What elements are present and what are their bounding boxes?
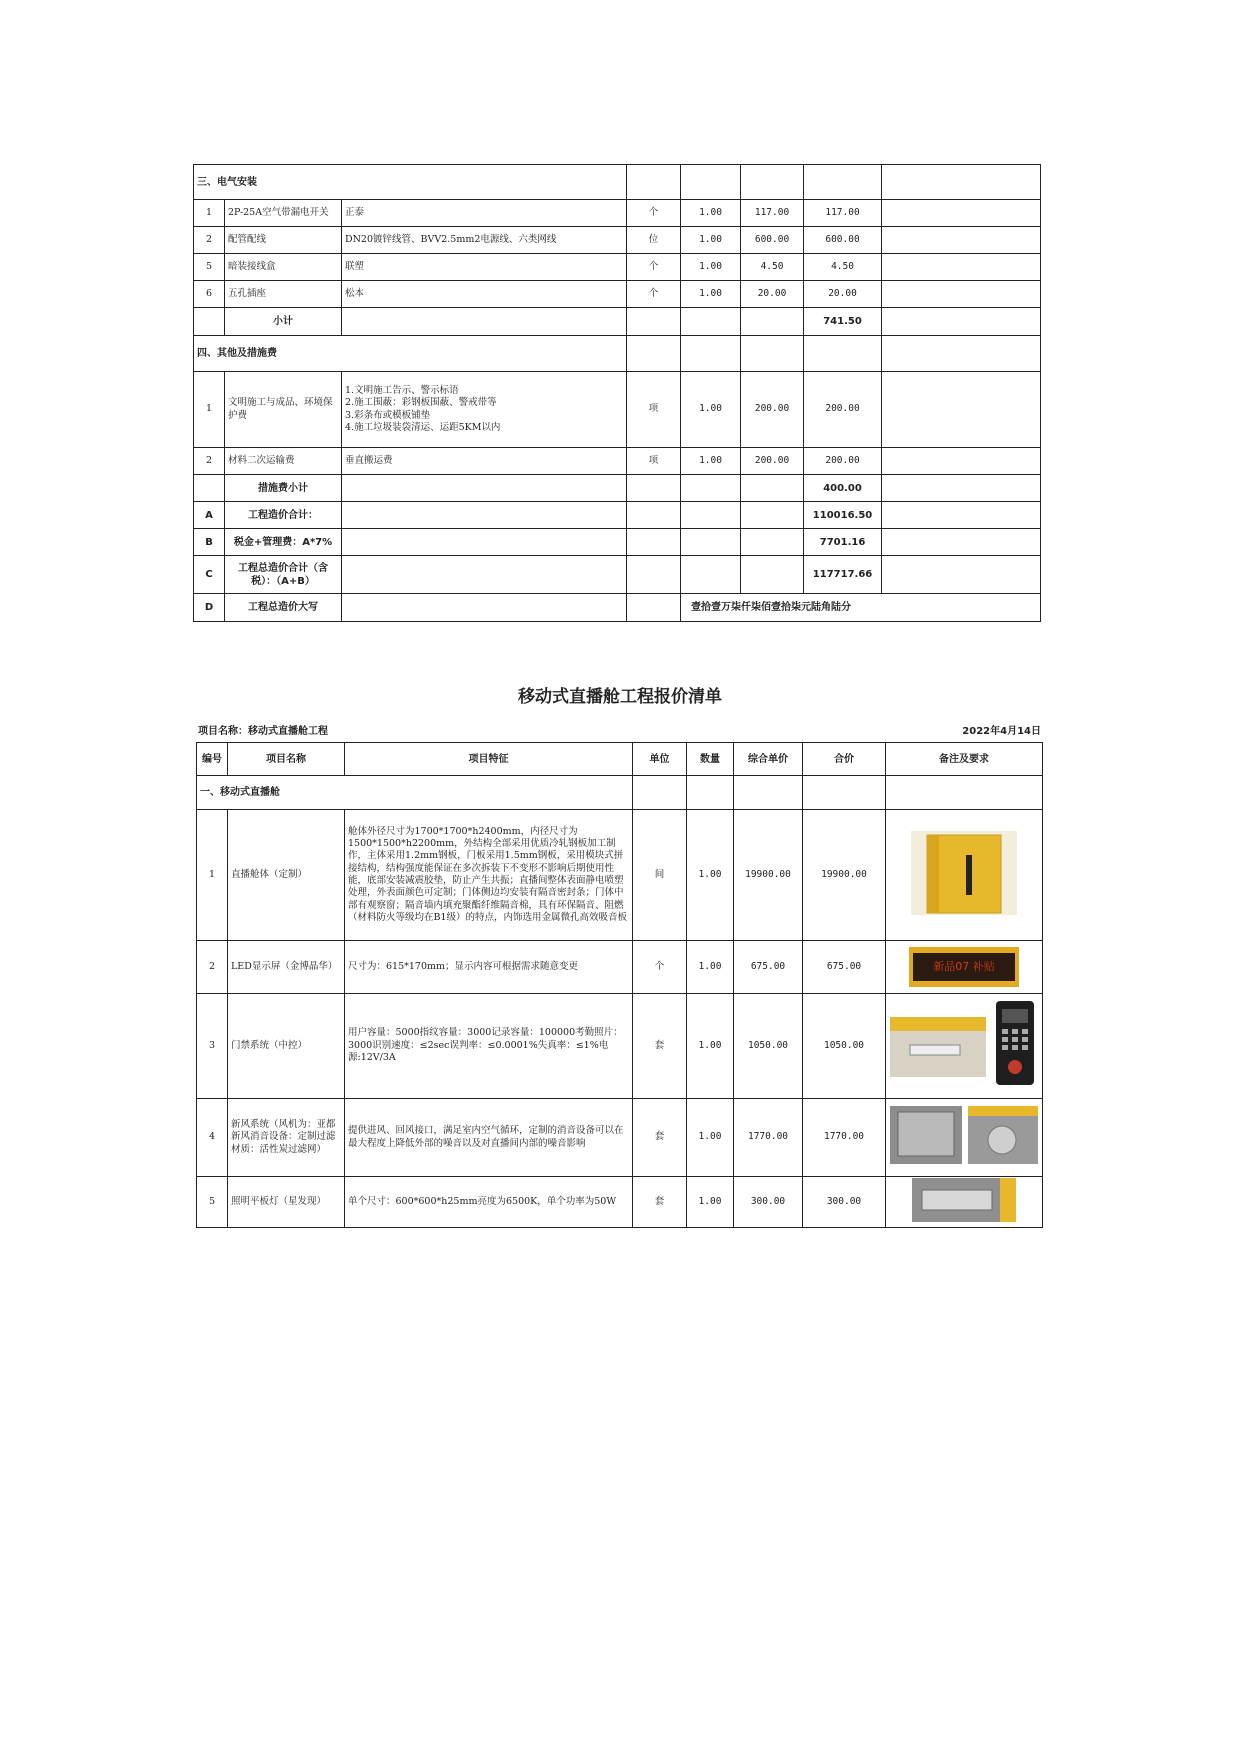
item-total: 4.50 [804,254,882,281]
item-price: 20.00 [741,281,804,308]
item-name: 文明施工与成品、环境保护费 [225,372,342,448]
item-total: 20.00 [804,281,882,308]
summary-code: D [194,594,225,622]
item-feature: 垂直搬运费 [342,448,627,475]
photo-cell [886,941,1043,994]
item-unit: 个 [627,200,681,227]
item-total: 200.00 [804,448,882,475]
header-feature: 项目特征 [345,743,633,776]
item-unit: 项 [627,448,681,475]
item-unit: 间 [633,810,687,941]
section-row [194,336,1041,372]
item-feature: 舱体外径尺寸为1700*1700*h2400mm，内径尺寸为1500*1500*h2200mm，外结构全部采用优质冷轧钢板加工制作，主体采用1.2mm钢板，门板采用1.5mm钢板，采用模块式拼接结构，结构强度能保证在多次拆装下不变形不影响后期使用性能，底部安装减震胶垫，防止产生共振；直播间整体表面静电喷塑处理，外表面颜色可定制；门体侧边均安装有隔音密封条；门体中部有观察窗；隔音墙内填充聚酯纤维隔音棉，具有环保隔音、阻燃（材料防火等级均在B1级）的特点，内饰选用金属微孔高效吸音板 [345,810,633,941]
led-display-photo [909,947,1019,987]
summary-row [194,594,1041,622]
subtotal-label: 措施费小计 [225,475,342,502]
row-no: 5 [197,1177,228,1228]
summary-code: B [194,529,225,556]
summary-label: 工程造价合计： [225,502,342,529]
document-date: 2022年4月14日 [962,726,1041,737]
item-unit: 个 [627,281,681,308]
row-no: 6 [194,281,225,308]
row-no: 2 [194,227,225,254]
item-qty: 1.00 [681,448,741,475]
summary-label: 工程总造价大写 [225,594,342,622]
section-row [197,776,1043,810]
item-feature: 松本 [342,281,627,308]
quotation-table [196,742,1043,1228]
subtotal-row [194,308,1041,336]
page-title: 移动式直播舱工程报价清单 [518,687,722,707]
item-name: LED显示屏（金博晶华） [228,941,345,994]
item-unit: 个 [633,941,687,994]
photo-cell [886,994,1043,1099]
row-no: 1 [194,372,225,448]
row-no: 3 [197,994,228,1099]
summary-label: 税金+管理费：A*7% [225,529,342,556]
item-feature: 提供进风、回风接口，满足室内空气循环，定制的消音设备可以在最大程度上降低外部的噪音以及对直播间内部的噪音影响 [345,1099,633,1177]
photo-cell [886,1177,1043,1228]
item-price: 1050.00 [734,994,803,1099]
table-row [194,200,1041,227]
subtotal-value: 741.50 [804,308,882,336]
row-no: 1 [194,200,225,227]
table-row [194,227,1041,254]
item-price: 600.00 [741,227,804,254]
item-total: 19900.00 [803,810,886,941]
summary-code: A [194,502,225,529]
item-name: 配管配线 [225,227,342,254]
header-note: 备注及要求 [886,743,1043,776]
section-row [194,165,1041,200]
item-feature: 单个尺寸：600*600*h25mm亮度为6500K，单个功率为50W [345,1177,633,1228]
item-qty: 1.00 [681,372,741,448]
summary-code: C [194,556,225,594]
section-title: 四、其他及措施费 [194,336,627,372]
item-qty: 1.00 [687,941,734,994]
item-price: 117.00 [741,200,804,227]
item-qty: 1.00 [681,281,741,308]
project-name: 项目名称：移动式直播舱工程 [198,726,328,737]
header-price: 综合单价 [734,743,803,776]
header-qty: 数量 [687,743,734,776]
item-total: 1050.00 [803,994,886,1099]
item-unit: 个 [627,254,681,281]
item-feature: 尺寸为：615*170mm；显示内容可根据需求随意变更 [345,941,633,994]
subtotal-label: 小计 [225,308,342,336]
row-no: 5 [194,254,225,281]
item-price: 675.00 [734,941,803,994]
summary-row [194,502,1041,529]
table-row [197,810,1043,941]
summary-row [194,529,1041,556]
header-total: 合价 [803,743,886,776]
table-row [197,1099,1043,1177]
item-qty: 1.00 [681,200,741,227]
item-total: 200.00 [804,372,882,448]
summary-row [194,556,1041,594]
section-title: 三、电气安装 [194,165,627,200]
item-feature: 用户容量：5000指纹容量：3000记录容量：100000考勤照片：3000识别速度：≤2sec误判率：≤0.0001%失真率：≤1%电源:12V/3A [345,994,633,1099]
electrical-and-other-table [193,164,1041,622]
item-qty: 1.00 [687,994,734,1099]
item-price: 200.00 [741,372,804,448]
summary-value: 110016.50 [804,502,882,529]
table-row [194,254,1041,281]
row-no: 1 [197,810,228,941]
item-price: 19900.00 [734,810,803,941]
amount-in-words: 壹拾壹万柒仟柒佰壹拾柒元陆角陆分 [681,594,1041,622]
summary-value: 117717.66 [804,556,882,594]
item-unit: 套 [633,1099,687,1177]
item-price: 300.00 [734,1177,803,1228]
led-display-text: 新品07 补贴 [913,953,1015,981]
row-no: 2 [197,941,228,994]
item-feature: 联塑 [342,254,627,281]
row-no: 2 [194,448,225,475]
item-price: 4.50 [741,254,804,281]
subtotal-row [194,475,1041,502]
table-row [197,994,1043,1099]
item-total: 300.00 [803,1177,886,1228]
header-no: 编号 [197,743,228,776]
item-qty: 1.00 [687,1099,734,1177]
table-row [197,941,1043,994]
table-row [194,372,1041,448]
item-unit: 项 [627,372,681,448]
item-total: 600.00 [804,227,882,254]
item-unit: 套 [633,994,687,1099]
item-feature: DN20镀锌线管、BVV2.5mm2电源线、六类网线 [342,227,627,254]
item-name: 2P-25A空气带漏电开关 [225,200,342,227]
subtotal-value: 400.00 [804,475,882,502]
item-price: 200.00 [741,448,804,475]
summary-value: 7701.16 [804,529,882,556]
photo-cell [886,1099,1043,1177]
item-qty: 1.00 [681,227,741,254]
photo-cell [886,810,1043,941]
item-total: 675.00 [803,941,886,994]
row-no: 4 [197,1099,228,1177]
item-name: 照明平板灯（星发现） [228,1177,345,1228]
item-name: 新风系统（风机为：亚都新风消音设备：定制过滤材质：活性炭过滤网） [228,1099,345,1177]
item-feature: 正泰 [342,200,627,227]
item-qty: 1.00 [681,254,741,281]
item-total: 1770.00 [803,1099,886,1177]
table-row [194,448,1041,475]
item-name: 直播舱体（定制） [228,810,345,941]
section-title: 一、移动式直播舱 [197,776,633,810]
item-qty: 1.00 [687,810,734,941]
booth-cabin-photo [911,831,1017,915]
access-control-photo [890,999,1038,1089]
item-price: 1770.00 [734,1099,803,1177]
ventilation-system-photo [890,1104,1038,1166]
header-name: 项目名称 [228,743,345,776]
item-unit: 位 [627,227,681,254]
item-total: 117.00 [804,200,882,227]
item-name: 材料二次运输费 [225,448,342,475]
item-unit: 套 [633,1177,687,1228]
header-row [197,743,1043,776]
summary-label: 工程总造价合计（含税）：（A+B） [225,556,342,594]
item-name: 暗装接线盒 [225,254,342,281]
item-name: 五孔插座 [225,281,342,308]
panel-light-photo [912,1178,1016,1222]
item-feature: 1.文明施工告示、警示标语 2.施工围蔽：彩钢板围蔽、警戒带等 3.彩条布或模板铺垫 4.施工垃圾装袋清运、运距5KM以内 [342,372,627,448]
header-unit: 单位 [633,743,687,776]
item-name: 门禁系统（中控） [228,994,345,1099]
table-row [194,281,1041,308]
item-qty: 1.00 [687,1177,734,1228]
table-row [197,1177,1043,1228]
